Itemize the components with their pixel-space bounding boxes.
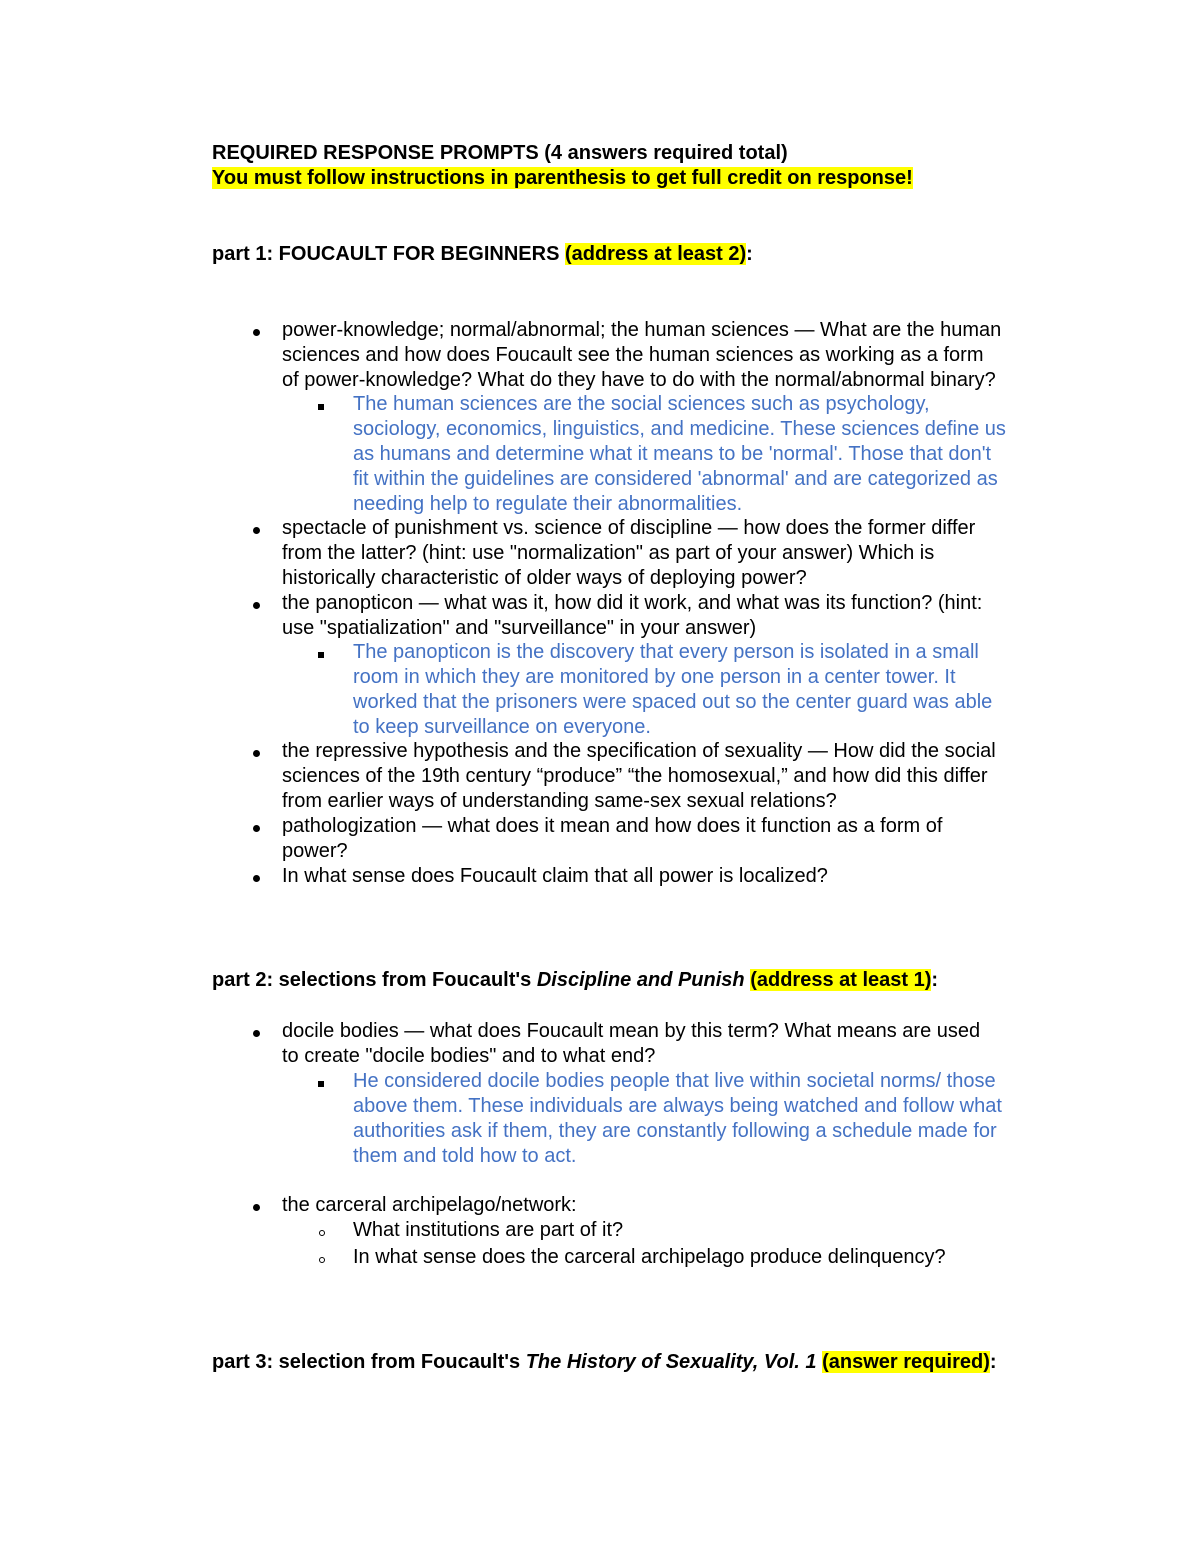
document-title: REQUIRED RESPONSE PROMPTS (4 answers required total) [212, 142, 788, 164]
answer-line: above them. These individuals are always being watched and follow what [353, 1095, 1002, 1117]
answer-line: The panopticon is the discovery that every person is isolated in a small [353, 641, 979, 663]
answer-block [353, 1069, 1002, 1169]
part1-note: (address at least 2) [564, 243, 747, 265]
sub-list-item [353, 1218, 623, 1243]
list-item-line: power? [282, 840, 348, 862]
part3-heading [212, 1350, 997, 1375]
list-item [282, 1193, 577, 1218]
answer-line: needing help to regulate their abnormalities. [353, 493, 743, 515]
list-item [282, 814, 942, 864]
sub-list-item-text: What institutions are part of it? [353, 1219, 624, 1241]
answer-line: worked that the prisoners were spaced out so the center guard was able [353, 691, 993, 713]
sub-list-item [353, 1245, 946, 1270]
list-item-line: sciences and how does Foucault see the human sciences as working as a form [282, 344, 984, 366]
answer-line: authorities ask if them, they are constantly following a schedule made for [353, 1120, 997, 1142]
list-item [282, 591, 982, 641]
list-item-line: sciences of the 19th century “produce” “the homosexual,” and how did this differ [282, 765, 988, 787]
list-item-line: pathologization — what does it mean and how does it function as a form of [282, 815, 943, 837]
answer-line: sociology, economics, linguistics, and medicine. These sciences define us [353, 418, 1006, 440]
bullet-icon [253, 1019, 260, 1044]
list-item [282, 516, 975, 591]
list-item-line: to create "docile bodies" and to what end? [282, 1045, 656, 1067]
list-item-line: historically characteristic of older ways of deploying power? [282, 567, 807, 589]
part3-colon: : [989, 1351, 997, 1373]
bullet-icon [253, 591, 260, 616]
list-item [282, 739, 996, 814]
part1-heading [212, 242, 753, 267]
part2-heading [212, 968, 938, 993]
bullet-icon [253, 516, 260, 541]
bullet-icon [253, 318, 260, 343]
list-item-line: from earlier ways of understanding same-sex sexual relations? [282, 790, 837, 812]
circle-bullet-icon [319, 1218, 325, 1243]
answer-line: The human sciences are the social sciences such as psychology, [353, 393, 930, 415]
list-item-line: In what sense does Foucault claim that all power is localized? [282, 865, 828, 887]
part1-colon: : [746, 243, 753, 265]
answer-block [353, 392, 1006, 517]
part3-note: (answer required) [822, 1351, 990, 1373]
answer-line: fit within the guidelines are considered 'abnormal' and are categorized as [353, 468, 998, 490]
part2-colon: : [931, 969, 939, 991]
part3-heading-text: part 3: selection from Foucault's [212, 1351, 526, 1373]
bullet-icon [253, 864, 260, 889]
list-item [282, 318, 1001, 393]
list-item-line: the panopticon — what was it, how did it work, and what was its function? (hint: [282, 592, 983, 614]
list-item-line: spectacle of punishment vs. science of discipline — how does the former differ [282, 517, 976, 539]
list-item-line: docile bodies — what does Foucault mean by this term? What means are used [282, 1020, 981, 1042]
square-bullet-icon [318, 392, 324, 417]
answer-block [353, 640, 992, 740]
bullet-icon [253, 739, 260, 764]
part2-book-title: Discipline and Punish [536, 969, 745, 991]
list-item-line: power-knowledge; normal/abnormal; the human sciences — What are the human [282, 319, 1002, 341]
answer-line: room in which they are monitored by one person in a center tower. It [353, 666, 956, 688]
list-item-line: from the latter? (hint: use "normalization" as part of your answer) Which is [282, 542, 935, 564]
list-item-line: of power-knowledge? What do they have to do with the normal/abnormal binary? [282, 369, 996, 391]
part1-heading-text: part 1: FOUCAULT FOR BEGINNERS [212, 243, 565, 265]
answer-line: as humans and determine what it means to be 'normal'. Those that don't [353, 443, 992, 465]
part2-heading-text: part 2: selections from Foucault's [212, 969, 537, 991]
list-item [282, 1019, 980, 1069]
list-item [282, 864, 828, 889]
instruction-text: You must follow instructions in parenthesis to get full credit on response! [212, 167, 913, 189]
list-item-line: the carceral archipelago/network: [282, 1194, 577, 1216]
instruction-banner [212, 166, 913, 191]
circle-bullet-icon [319, 1245, 325, 1270]
part3-book-title: The History of Sexuality, Vol. 1 [525, 1351, 817, 1373]
list-item-line: use "spatialization" and "surveillance" in your answer) [282, 617, 757, 639]
answer-line: them and told how to act. [353, 1145, 577, 1167]
answer-line: to keep surveillance on everyone. [353, 716, 651, 738]
bullet-icon [253, 814, 260, 839]
square-bullet-icon [318, 640, 324, 665]
sub-list-item-text: In what sense does the carceral archipelago produce delinquency? [353, 1246, 946, 1268]
bullet-icon [253, 1193, 260, 1218]
part2-note: (address at least 1) [750, 969, 932, 991]
list-item-line: the repressive hypothesis and the specification of sexuality — How did the social [282, 740, 996, 762]
square-bullet-icon [318, 1069, 324, 1094]
answer-line: He considered docile bodies people that live within societal norms/ those [353, 1070, 996, 1092]
